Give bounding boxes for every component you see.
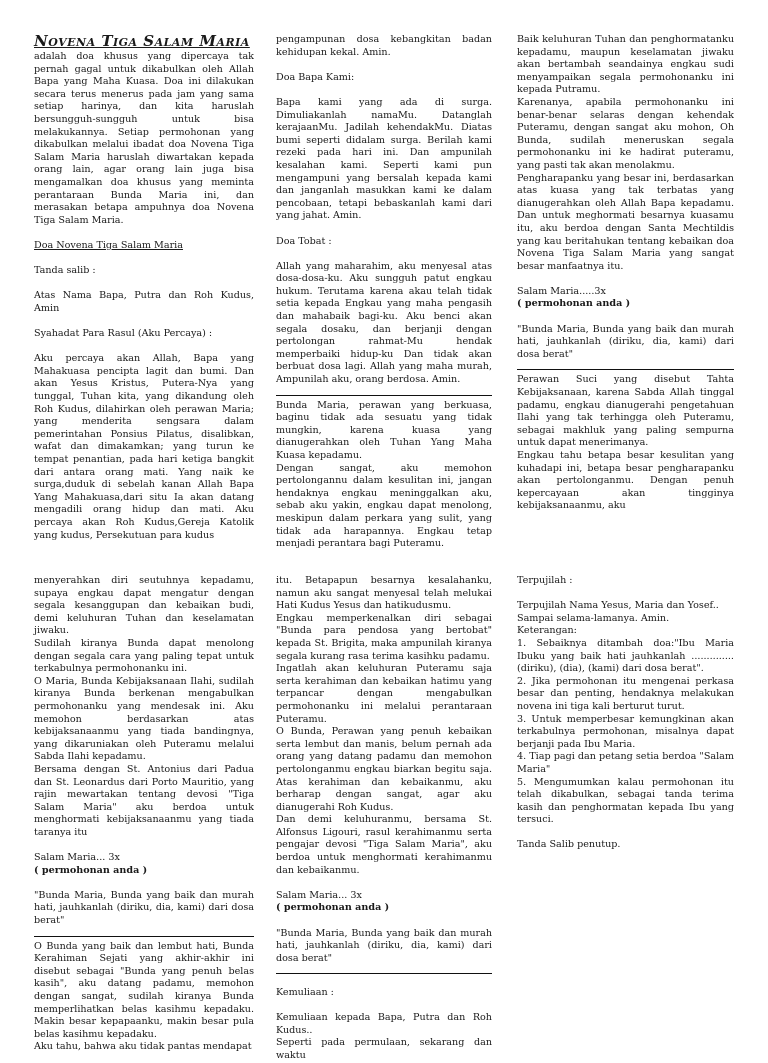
- section-divider: [276, 973, 492, 974]
- paragraph: itu. Betapapun besarnya kesalahanku, namun aku sangat menyesal telah melukai Hati Kudus Yesus dan hatikudusmu. Engkau memperkenalkan diri sebagai "Bunda para pendosa yang bertobat" kepada St. Brigita, maka ampunilah kiranya segala kurang rasa terima kasihku padamu. Ingatlah akan keluhuran Puteramu saja serta kerahiman dan kebaikan hatimu yang terpancar dengan mengabulkan permohonanku ini melalui perantaraan Puteramu. O Bunda, Perawan yang penuh kebaikan serta lembut dan manis, belum pernah ada orang yang datang padamu dan memohon pertolonganmu engkau biarkan begitu saja. Atas kerahiman dan kebaikanmu, aku berharap dengan sangat, agar aku dianugerahi Roh Kudus. Dan demi keluhuranmu, bersama St. Alfonsus Ligouri, rasul kerahimanmu serta pengajar devosi "Tiga Salam Maria", aku berdoa untuk menghormati kerahimanmu dan kebaikanmu.: [276, 575, 492, 876]
- section-heading: Doa Bapa Kami:: [276, 71, 355, 83]
- section-body: [517, 575, 734, 852]
- paragraph: Atas Nama Bapa, Putra dan Roh Kudus, Amin: [34, 290, 254, 314]
- paragraph: adalah doa khusus yang dipercaya tak pernah gagal untuk dikabulkan oleh Allah Bapa yang Maha Kuasa. Doa ini dilakukan secara terus menerus pada jam yang sama setiap harinya, dan kita haruslah bersungguh-sungguh untuk bisa melakukannya. Setiap permohonan yang dikabulkan melalui ibadat doa Novena Tiga Salam Maria haruslah diwartakan kepada orang lain, agar orang lain juga bisa mengamalkan doa khusus yang meminta perantaraan Bunda Maria ini, dan merasakan betapa ampuhnya doa Novena Tiga Salam Maria.: [34, 51, 254, 226]
- section-divider: [276, 395, 492, 396]
- section-body: [276, 34, 492, 551]
- paragraph: "Bunda Maria, Bunda yang baik dan murah hati, jauhkanlah (diriku, dia, kami) dari dosa berat": [276, 927, 492, 964]
- section-heading: Salam Maria... 3x: [276, 889, 362, 901]
- paragraph: Aku percaya akan Allah, Bapa yang Mahakuasa pencipta lagit dan bumi. Dan akan Yesus Kristus, Putera-Nya yang tunggal, Tuhan kita, yang dikandung oleh Roh Kudus, dilahirkan oleh perawan Maria; yang menderita sengsara dalam pemerintahan Ponsius Pilatus, disalibkan, wafat dan dimakamkan; yang turun ke tempat penantian, pada hari ketiga bangkit dari antara orang mati. Yang naik ke surga,duduk di sebelah kanan Allah Bapa Yang Mahakuasa,dari situ Ia akan datang mengadili orang hidup dan mati. Aku percaya akan Roh Kudus,Gereja Katolik yang kudus, Persekutuan para kudus: [34, 353, 254, 541]
- request-label: ( permohonan anda ): [517, 298, 631, 310]
- section-body: [34, 51, 254, 542]
- request-label: ( permohonan anda ): [276, 902, 390, 914]
- paragraph: Perawan Suci yang disebut Tahta Kebijaksanaan, karena Sabda Allah tinggal padamu, engkau dianugerahi pengetahuan Ilahi yang tak terhingga oleh Puteramu, sebagai makhluk yang paling sempurna untuk dapat menerimanya. Engkau tahu betapa besar kesulitan yang kuhadapi ini, betapa besar pengharapanku akan pertolonganmu. Dengan penuh kepercayaan akan tingginya kebijaksanaanmu, aku: [517, 374, 734, 512]
- column-2-bottom: [276, 575, 492, 1063]
- section-heading: Salam Maria... 3x: [34, 852, 120, 864]
- paragraph: Terpujilah :: [517, 575, 573, 586]
- section-heading: Doa Tobat :: [276, 235, 332, 247]
- paragraph: O Bunda yang baik dan lembut hati, Bunda Kerahiman Sejati yang akhir-akhir ini disebut sebagai "Bunda yang penuh belas kasih", aku datang padamu, memohon dengan sangat, sudilah kiranya Bunda memperlihatkan belas kasihmu kepadaku. Makin besar kepapaanku, makin besar pula belas kasihmu kepadaku. Aku tahu, bahwa aku tidak pantas mendapat: [34, 940, 254, 1053]
- section-heading: Tanda salib :: [34, 265, 96, 277]
- column-2-top: [276, 34, 492, 551]
- section-heading: Tanda Salib penutup.: [517, 839, 621, 851]
- paragraph: Allah yang maharahim, aku menyesal atas dosa-dosa-ku. Aku sungguh patut engkau hukum. Terutama karena akau telah tidak setia kepada Engkau yang maha pengasih dan mahabaik bagi-ku. Aku benci akan segala dosaku, dan berjanji dengan pertolongan rahmat-Mu hendak memperbaiki hidup-ku Dan tidak akan berbuat dosa lagi. Allah yang maha murah, Ampunilah aku, orang berdosa. Amin.: [276, 260, 492, 386]
- paragraph: Terpujilah Nama Yesus, Maria dan Yosef.. Sampai selama-lamanya. Amin. Keterangan: 1. Sebaiknya ditambah doa:"Ibu Maria Ibuku yang baik hati jauhkanlah .............. (diriku), (dia), (kami) dari dosa berat". 2. Jika permohonan itu mengenai perkasa besar dan penting, hendaknya melakukan novena ini tiga kali berturut turut. 3. Untuk memperbesar kemungkinan akan terkabulnya permohonan, misalnya dapat berjanji pada Ibu Maria. 4. Tiap pagi dan petang setia berdoa "Salam Maria" 5. Mengumumkan kalau permohonan itu telah dikabulkan, sebagai tanda terima kasih dan penghormatan kepada Ibu yang tersuci.: [517, 600, 734, 826]
- paragraph: "Bunda Maria, Bunda yang baik dan murah hati, jauhkanlah (diriku, dia, kami) dari dosa berat": [517, 323, 734, 360]
- section-divider: [517, 369, 734, 370]
- section-heading-underlined: Doa Novena Tiga Salam Maria: [34, 239, 183, 251]
- column-1-top: [34, 34, 254, 542]
- document-title: Novena Tiga Salam Maria: [34, 32, 250, 50]
- section-heading: Syahadat Para Rasul (Aku Percaya) :: [34, 328, 213, 340]
- column-3-top: [517, 34, 734, 513]
- paragraph: menyerahkan diri seutuhnya kepadamu, supaya engkau dapat mengatur dengan segala kesanggupan dan kebaikan budi, demi keluhuran Tuhan dan keselamatan jiwaku. Sudilah kiranya Bunda dapat menolong dengan segala cara yang paling tepat untuk terkabulnya permohonanku ini. O Maria, Bunda Kebijaksanaan Ilahi, sudilah kiranya Bunda berkenan mengabulkan permohonanku yang mendesak ini. Aku memohon berdasarkan atas kebijaksanaanmu yang tiada bandingnya, yang dikaruniakan oleh Puteramu melalui Sabda Ilahi kepadamu. Bersama dengan St. Antonius dari Padua dan St. Leonardus dari Porto Mauritio, yang rajin mewartakan tentang devosi "Tiga Salam Maria" aku berdoa untuk menghormati kebijaksanaanmu yang tiada taranya itu: [34, 575, 254, 838]
- section-heading: Kemuliaan :: [276, 987, 334, 998]
- paragraph: pengampunan dosa kebangkitan badan kehidupan kekal. Amin.: [276, 34, 492, 58]
- paragraph: Bapa kami yang ada di surga. Dimuliakanlah namaMu. Datanglah kerajaanMu. Jadilah kehendakMu. Diatas bumi seperti didalam surga. Berilah kami rezeki pada hari ini. Dan ampunilah kesalahan kami. Seperti kami pun mengampuni yang bersalah kepada kami dan janganlah masukkan kami ke dalam pencobaan, tetapi bebaskanlah kami dari yang jahat. Amin.: [276, 96, 492, 222]
- paragraph: "Bunda Maria, Bunda yang baik dan murah hati, jauhkanlah (diriku, dia, kami) dari dosa berat": [34, 889, 254, 927]
- column-1-bottom: [34, 575, 254, 1054]
- column-3-bottom: [517, 575, 734, 852]
- section-divider: [34, 936, 254, 937]
- paragraph: Baik keluhuran Tuhan dan penghormatanku kepadamu, maupun keselamatan jiwaku akan bertambah seandainya engkau sudi menyampaikan segala permohonanku ini kepada Putramu. Karenanya, apabila permohonanku ini benar-benar selaras dengan kehendak Puteramu, dengan sangat aku mohon, Oh Bunda, sudilah meneruskan segala permohonanku ini ke hadirat puteramu, yang pasti tak akan menolakmu. Pengharapanku yang besar ini, berdasarkan atas kuasa yang tak terbatas yang dianugerahkan oleh Allah Bapa kepadamu. Dan untuk meghormati besarnya kuasamu itu, aku berdoa dengan Santa Mechtildis yang kau beritahukan tentang kebaikan doa Novena Tiga Salam Maria yang sangat besar manfaatnya itu.: [517, 34, 734, 272]
- section-body: [517, 34, 734, 513]
- section-body: [34, 575, 254, 1054]
- paragraph: Kemuliaan kepada Bapa, Putra dan Roh Kudus.. Seperti pada permulaan, sekarang dan waktu: [276, 1012, 492, 1061]
- section-heading: Salam Maria.....3x: [517, 285, 606, 297]
- paragraph: Bunda Maria, perawan yang berkuasa, baginu tidak ada sesuatu yang tidak mungkin, karena kuasa yang dianugerahkan oleh Tuhan Yang Maha Kuasa kepadamu. Dengan sangat, aku memohon pertolongannu dalam kesulitan ini, jangan hendaknya engkau meninggalkan aku, sebab aku yakin, engkau dapat menolong, meskipun dalam perkara yang sulit, yang tidak ada harapannya. Engkau tetap menjadi perantara bagi Puteramu.: [276, 399, 492, 550]
- section-body: [276, 575, 492, 1063]
- request-label: ( permohonan anda ): [34, 864, 148, 876]
